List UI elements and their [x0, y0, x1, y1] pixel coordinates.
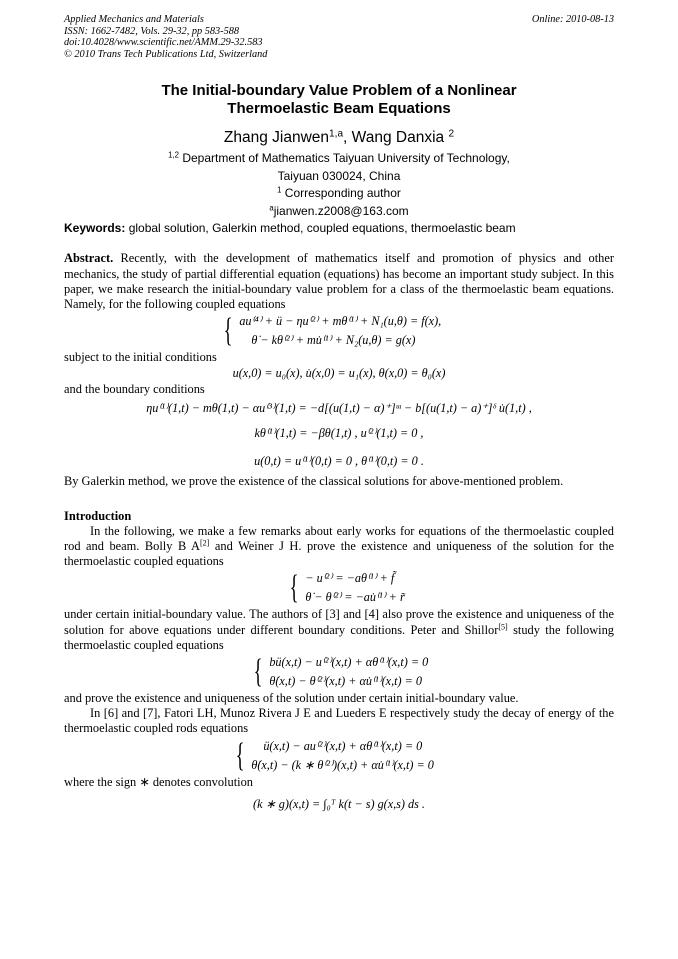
equation-coupled-system [220, 312, 614, 350]
author-2-sup: 2 [448, 128, 455, 140]
equation-initial-conditions: u(x,0) = u₀(x), u̇(x,0) = u₁(x), θ(x,0) = θ₀(x) [232, 366, 446, 381]
paper-title [64, 82, 614, 118]
brace-symbol: { [235, 736, 245, 774]
equation-row: θ̇ − θ⁽²⁾ = −au̇⁽¹⁾ + r̃ [305, 590, 405, 605]
intro-p1-text-a: In the following, we make a few remarks about early works for equations of the thermoelastic coupled rod and beam. Bolly B A [64, 523, 614, 553]
brace-symbol: { [289, 569, 299, 607]
author-2: Wang Danxia [351, 129, 445, 147]
affiliation-block [64, 150, 614, 220]
equation-decay-energy [232, 737, 614, 775]
equation-row: − u⁽²⁾ = −aθ⁽¹⁾ + f̃ [305, 571, 395, 586]
doi-line: doi:10.4028/www.scientific.net/AMM.29-32.583 [64, 37, 263, 49]
equation-boundary-1: ηu⁽¹⁾(1,t) − mθ(1,t) − αu⁽³⁾(1,t) = −d[(u(1,t) − α)⁺]ᵚ − b[(u(1,t) − a)⁺]ᵟ u̇(1,t) , [146, 400, 532, 415]
keywords-label: Keywords: [64, 221, 126, 236]
intro-paragraph-2 [64, 607, 614, 653]
abstract-label: Abstract. [64, 251, 114, 266]
equation-peter-shillor [250, 653, 614, 691]
boundary-conditions-text: and the boundary conditions [64, 382, 205, 397]
equation-boundary-3: u(0,t) = u⁽¹⁾(0,t) = 0 , θ⁽¹⁾(0,t) = 0 . [254, 453, 424, 468]
corresponding-author [64, 185, 614, 203]
intro-p2-text-a: under certain initial-boundary value. The authors of [3] and [4] also prove the existence and uniqueness of the solution for above equations under different boundary conditions. Peter and Shillor [64, 607, 614, 637]
equation-row: θ̇(x,t) − (k ∗ θ⁽²⁾)(x,t) + αu̇⁽¹⁾(x,t) = 0 [251, 757, 434, 772]
intro-paragraph-3: and prove the existence and uniqueness of the solution under certain initial-boundary value. [64, 691, 519, 706]
equation-convolution: (k ∗ g)(x,t) = ∫₀ᵀ k(t − s) g(x,s) ds . [253, 796, 425, 811]
affiliation-city: Taiyuan 030024, China [277, 168, 401, 183]
brace-symbol: { [223, 312, 233, 350]
issn-line: ISSN: 1662-7482, Vols. 29-32, pp 583-588 [64, 25, 240, 37]
equation-boundary-2: kθ⁽¹⁾(1,t) = −βθ(1,t) , u⁽²⁾(1,t) = 0 , [254, 425, 424, 440]
author-email [64, 203, 614, 221]
author-1: Zhang Jianwen [223, 129, 330, 147]
equation-thermoelastic-rod [286, 569, 614, 607]
equation-row: au⁽⁴⁾ + ü − ηu⁽²⁾ + mθ⁽¹⁾ + N₁(u,θ) = f(x), [239, 314, 442, 329]
email-sup: a [269, 203, 274, 213]
equation-row: θ̇(x,t) − θ⁽²⁾(x,t) + αu̇⁽¹⁾(x,t) = 0 [269, 674, 422, 689]
author-separator: , [343, 129, 352, 147]
abstract-conclusion: By Galerkin method, we prove the existence of the classical solutions for above-mentioned problem. [64, 473, 564, 488]
intro-paragraph-4: In [6] and [7], Fatori LH, Munoz Rivera J E and Lueders E respectively study the decay of energy of the thermoelastic coupled rods equations [64, 706, 614, 736]
author-1-sup: 1,a [329, 128, 344, 140]
section-heading-introduction: Introduction [64, 508, 132, 523]
title-line-2: Thermoelastic Beam Equations [227, 100, 451, 118]
online-date: Online: 2010-08-13 [531, 14, 614, 25]
corresponding-sup: 1 [277, 186, 282, 196]
equation-row: θ̇ − kθ⁽²⁾ + mu̇⁽¹⁾ + N₂(u,θ) = g(x) [251, 333, 416, 348]
paper-page [64, 14, 614, 818]
email-text: jianwen.z2008@163.com [273, 203, 409, 218]
keywords [64, 220, 614, 236]
citation-ref: [5] [498, 622, 508, 632]
intro-paragraph-5: where the sign ∗ denotes convolution [64, 774, 253, 789]
abstract-paragraph [64, 251, 614, 312]
equation-row: bü(x,t) − u⁽²⁾(x,t) + αθ⁽¹⁾(x,t) = 0 [269, 655, 429, 670]
intro-paragraph-1 [64, 524, 614, 570]
title-line-1: The Initial-boundary Value Problem of a Nonlinear [161, 82, 517, 100]
affiliation-dept-text: Department of Mathematics Taiyuan University of Technology, [179, 151, 510, 166]
author-list [64, 129, 614, 147]
keywords-text: global solution, Galerkin method, coupled equations, thermoelastic beam [125, 221, 516, 236]
equation-row: ü(x,t) − au⁽²⁾(x,t) + αθ⁽¹⁾(x,t) = 0 [263, 738, 423, 753]
journal-metadata [64, 14, 614, 60]
brace-symbol: { [253, 653, 263, 691]
affiliation-sup: 1,2 [168, 151, 179, 161]
intro-p1-text-b: and Weiner J H. prove the existence and uniqueness of the solution for the thermoelastic coupled equations [64, 539, 614, 569]
affiliation-dept [64, 150, 614, 168]
copyright-line: © 2010 Trans Tech Publications Ltd, Switzerland [64, 48, 268, 60]
abstract-text: Recently, with the development of mathematics itself and promotion of physics and other mechanics, the study of partial differential equation (equations) has become an important study subject. In this paper, we make research the initial-boundary value problem for a class of the thermoelastic beam equations. Namely, for the following coupled equations [64, 251, 614, 311]
citation-ref: [2] [200, 538, 210, 548]
initial-conditions-text: subject to the initial conditions [64, 350, 217, 365]
journal-name: Applied Mechanics and Materials [64, 14, 204, 25]
corresponding-text: Corresponding author [281, 186, 401, 201]
intro-p2-text-b: study the following thermoelastic coupled equations [64, 622, 614, 652]
